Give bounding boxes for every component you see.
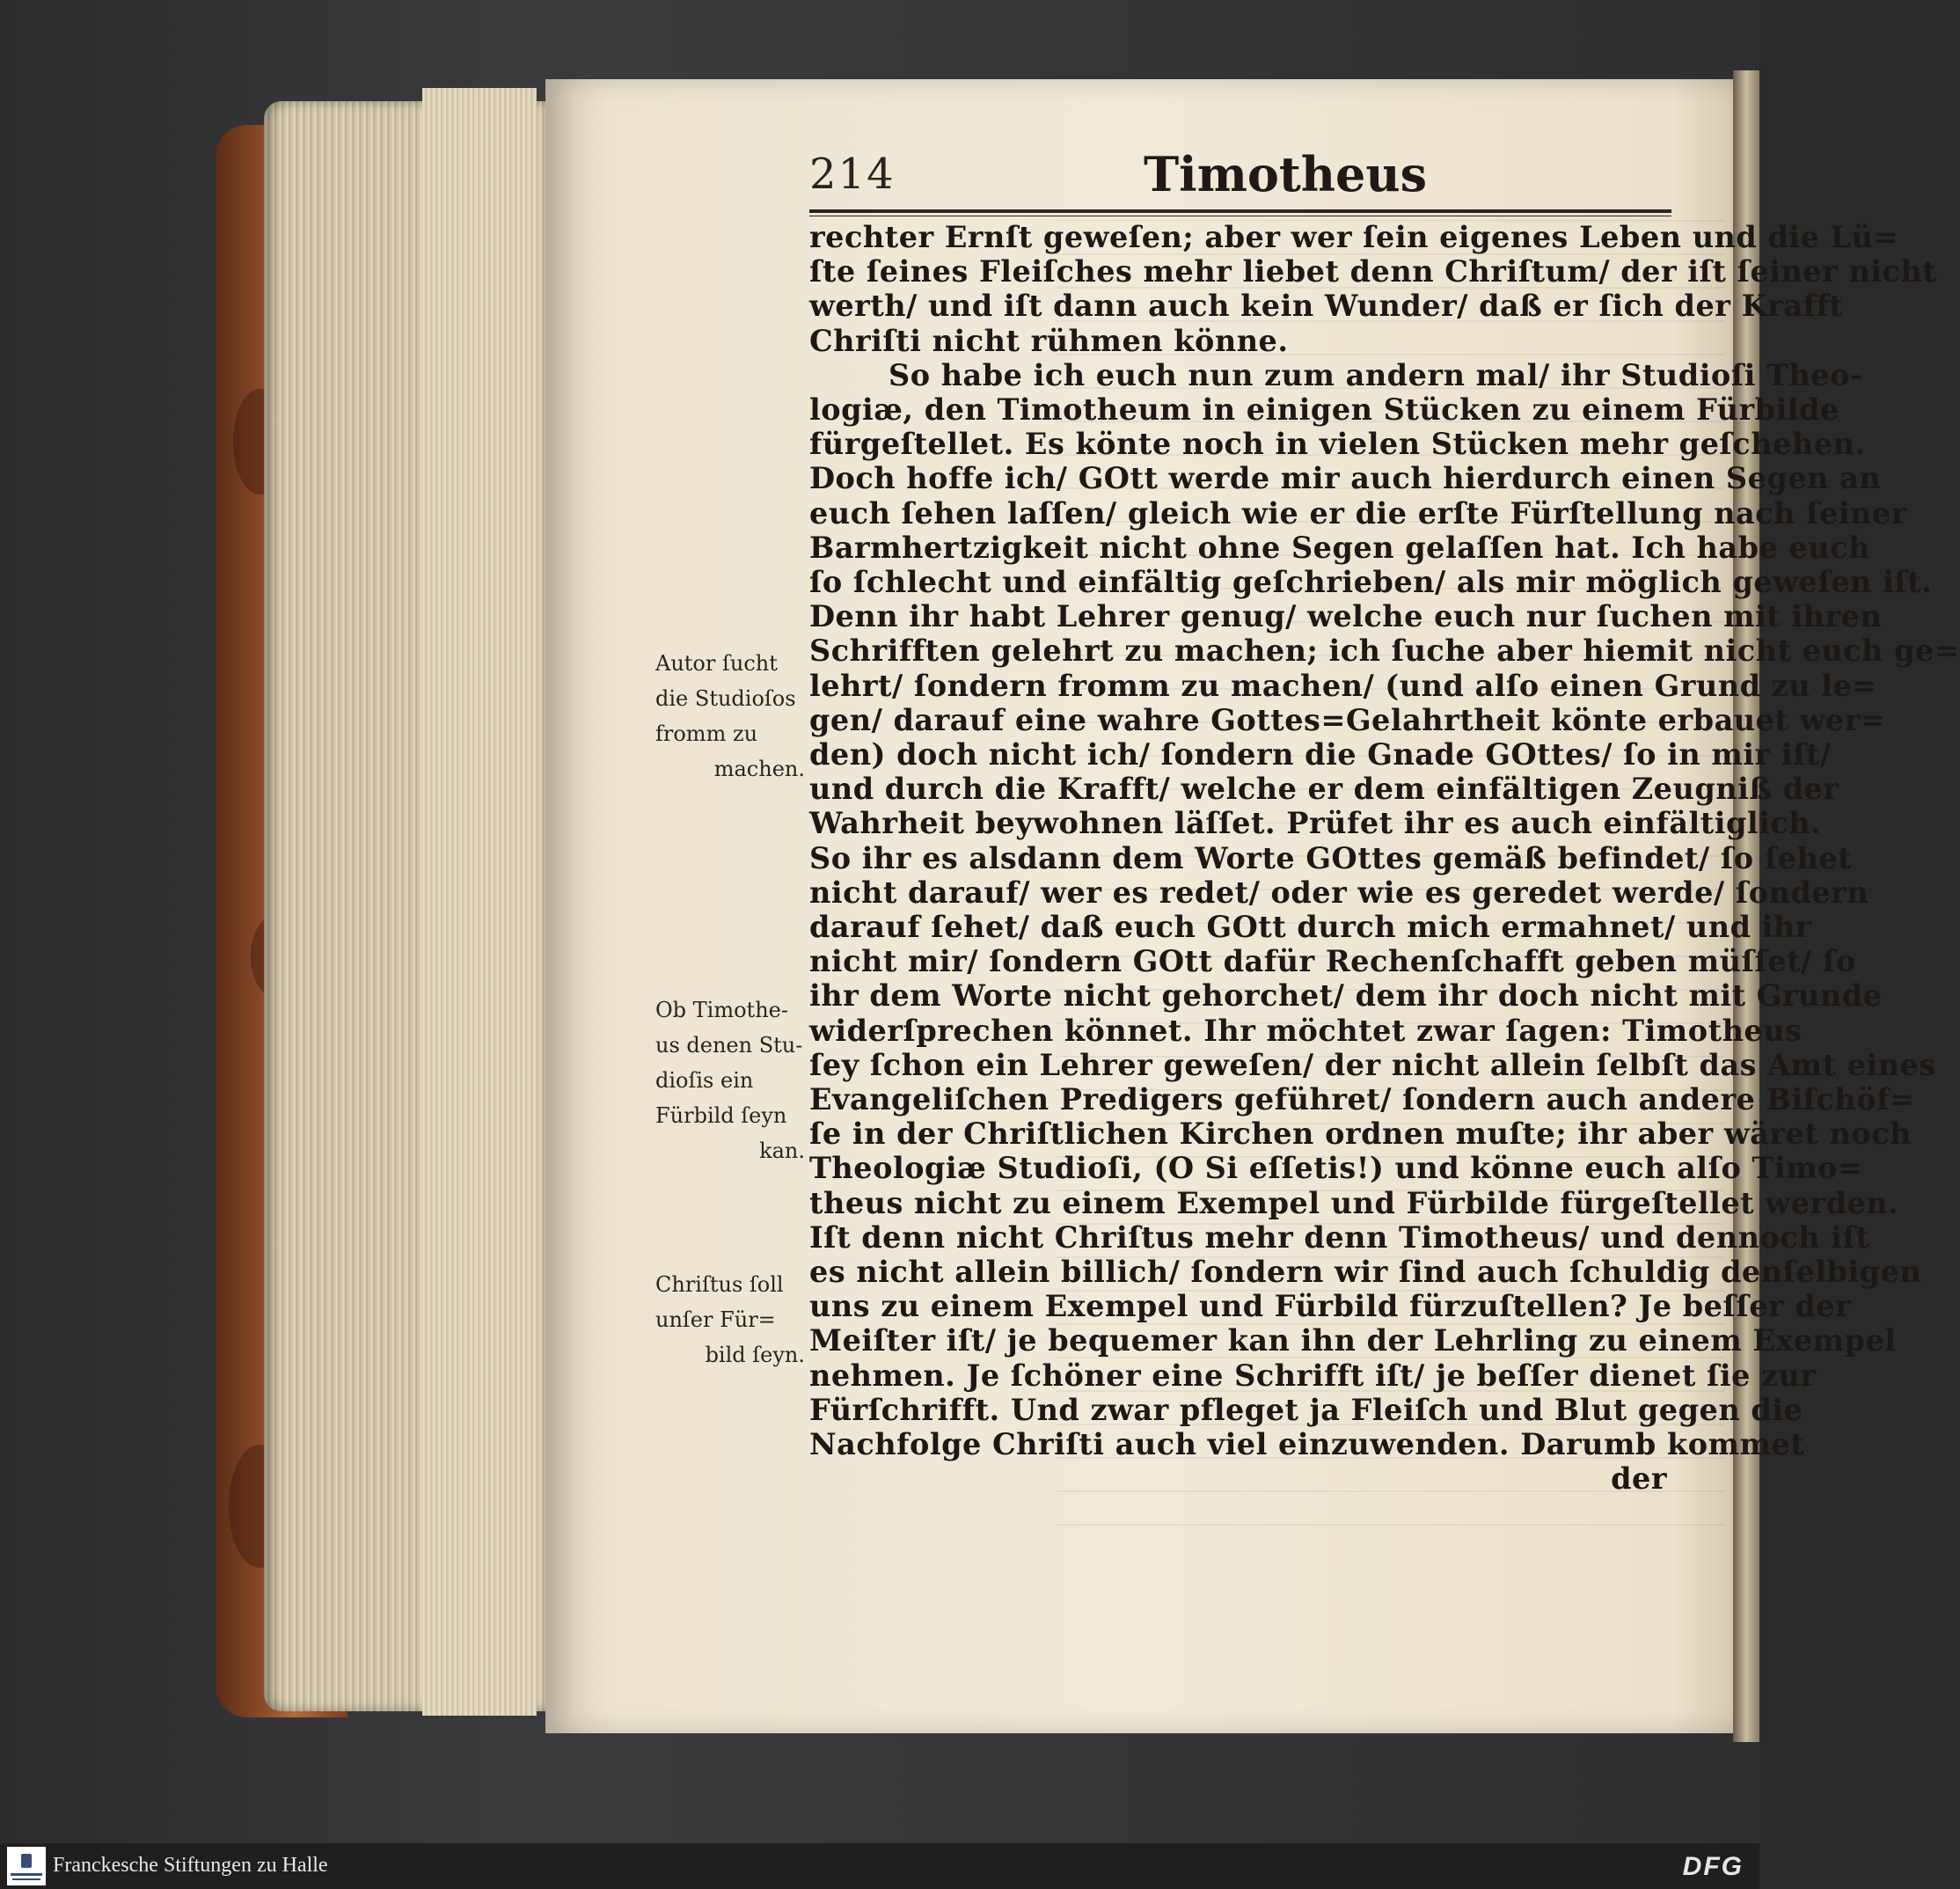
body-line: gen/ darauf eine wahre Gottes=Gelahrtheit könte erbauet wer= (809, 702, 1886, 737)
dfg-logo[interactable]: DFG (1682, 1852, 1744, 1881)
page-edges-inner (422, 88, 537, 1716)
institution-logo-icon[interactable] (7, 1847, 46, 1885)
body-line: lehrt/ ſondern fromm zu machen/ (und alſo einen Grund zu le= (809, 668, 1877, 703)
body-line: Wahrheit beywohnen läſſet. Prüfet ihr es auch einfältiglich. (809, 806, 1822, 841)
running-head: Timotheus (1144, 146, 1428, 202)
body-line: ſte ſeines Fleiſches mehr liebet denn Chriſtum/ der iſt ſeiner nicht (809, 254, 1937, 289)
body-line: ihr dem Worte nicht gehorchet/ dem ihr doch nicht mit Grunde (809, 978, 1883, 1014)
body-line: nehmen. Je ſchöner eine Schrifft iſt/ je beſſer dienet ſie zur (809, 1358, 1817, 1393)
margin-note-line: Autor ſucht (655, 651, 778, 676)
body-line: rechter Ernſt geweſen; aber wer ſein eigenes Leben und die Lü= (809, 220, 1899, 254)
body-line: ſe in der Chriſtlichen Kirchen ordnen muſte; ihr aber wäret noch (809, 1117, 1912, 1152)
logo-mark (21, 1854, 32, 1868)
body-line: euch ſehen laſſen/ gleich wie er die erſte Fürſtellung nach ſeiner (809, 495, 1907, 531)
catchword: der (1611, 1461, 1667, 1497)
margin-note-line: kan. (759, 1139, 805, 1163)
body-line: ſey ſchon ein Lehrer geweſen/ der nicht allein ſelbſt das Amt eines (809, 1047, 1936, 1082)
margin-note-christus (655, 1267, 805, 1373)
margin-note-line: Ob Timothe- (655, 998, 788, 1022)
header-rule (809, 209, 1671, 213)
body-line: Denn ihr habt Lehrer genug/ welche euch nur ſuchen mit ihren (809, 599, 1883, 634)
body-line: widerſprechen könnet. Ihr möchtet zwar ſagen: Timotheus (809, 1013, 1803, 1048)
body-line: Chriſti nicht rühmen könne. (809, 323, 1289, 358)
body-line: Theologiæ Studioſi, (O Si eſſetis!) und könne euch alſo Timo= (809, 1151, 1863, 1186)
margin-note-line: bild ſeyn. (705, 1343, 805, 1367)
margin-note-line: dioſis ein (655, 1068, 754, 1093)
margin-note-line: die Studioſos (655, 686, 796, 711)
margin-note-timotheus (655, 992, 805, 1168)
body-line: Fürſchrifft. Und zwar pfleget ja Fleiſch und Blut gegen die (809, 1392, 1803, 1427)
body-line: Schrifften gelehrt zu machen; ich ſuche aber hiemit nicht euch ge= (809, 633, 1960, 669)
body-line: fürgeſtellet. Es könte noch in vielen Stücken mehr geſchehen. (809, 427, 1866, 462)
viewer-footer (0, 1843, 1759, 1889)
margin-note-autor (655, 646, 805, 787)
body-line: es nicht allein billich/ ſondern wir ſind auch ſchuldig denſelbigen (809, 1255, 1922, 1289)
body-line: Barmhertzigkeit nicht ohne Segen gelaſſen hat. Ich habe euch (809, 530, 1870, 565)
body-line: theus nicht zu einem Exempel und Fürbilde fürgeſtellet werden. (809, 1185, 1899, 1220)
page-number: 214 (809, 150, 896, 199)
body-line: Doch hoffe ich/ GOtt werde mir auch hierdurch einen Segen an (809, 461, 1882, 496)
body-line: So ihr es alsdann dem Worte GOttes gemäß befindet/ ſo ſehet (809, 840, 1853, 875)
body-line: werth/ und iſt dann auch kein Wunder/ daß er ſich der Krafft (809, 289, 1844, 324)
margin-note-line: machen. (713, 757, 805, 781)
body-line: logiæ, den Timotheum in einigen Stücken zu einem Fürbilde (809, 392, 1839, 427)
margin-note-line: unſer Für= (655, 1307, 776, 1332)
body-line: Evangeliſchen Predigers geführet/ ſondern auch andere Biſchöf= (809, 1082, 1915, 1117)
margin-note-line: fromm zu (655, 721, 758, 746)
institution-name[interactable]: Franckesche Stiftungen zu Halle (53, 1854, 328, 1877)
body-line: uns zu einem Exempel und Fürbild fürzuſtellen? Je beſſer der (809, 1289, 1852, 1324)
body-line: Nachfolge Chriſti auch viel einzuwenden. Darumb kommet (809, 1427, 1805, 1461)
body-line: So habe ich euch nun zum andern mal/ ihr Studioſi Theo- (889, 357, 1863, 392)
body-line: und durch die Krafft/ welche er dem einfältigen Zeugniß der (809, 772, 1839, 807)
margin-note-line: Chriſtus ſoll (655, 1272, 784, 1297)
logo-text-bar (12, 1878, 40, 1880)
body-line: den) doch nicht ich/ ſondern die Gnade GOttes/ ſo in mir iſt/ (809, 737, 1832, 772)
body-line: ſo ſchlecht und einfältig geſchrieben/ als mir möglich geweſen iſt. (809, 565, 1933, 599)
body-line: darauf ſehet/ daß euch GOtt durch mich ermahnet/ und ihr (809, 910, 1811, 944)
logo-text-bar (11, 1873, 42, 1876)
body-line: Iſt denn nicht Chriſtus mehr denn Timotheus/ und dennoch iſt (809, 1219, 1870, 1255)
body-line: Meiſter iſt/ je bequemer kan ihn der Lehrling zu einem Exempel (809, 1323, 1897, 1358)
body-line: nicht darauf/ wer es redet/ oder wie es geredet werde/ ſondern (809, 875, 1869, 910)
margin-note-line: us denen Stu- (655, 1033, 803, 1058)
body-line: nicht mir/ ſondern GOtt dafür Rechenſchafft geben müſſet/ ſo (809, 944, 1856, 979)
margin-note-line: Fürbild ſeyn (655, 1103, 787, 1128)
